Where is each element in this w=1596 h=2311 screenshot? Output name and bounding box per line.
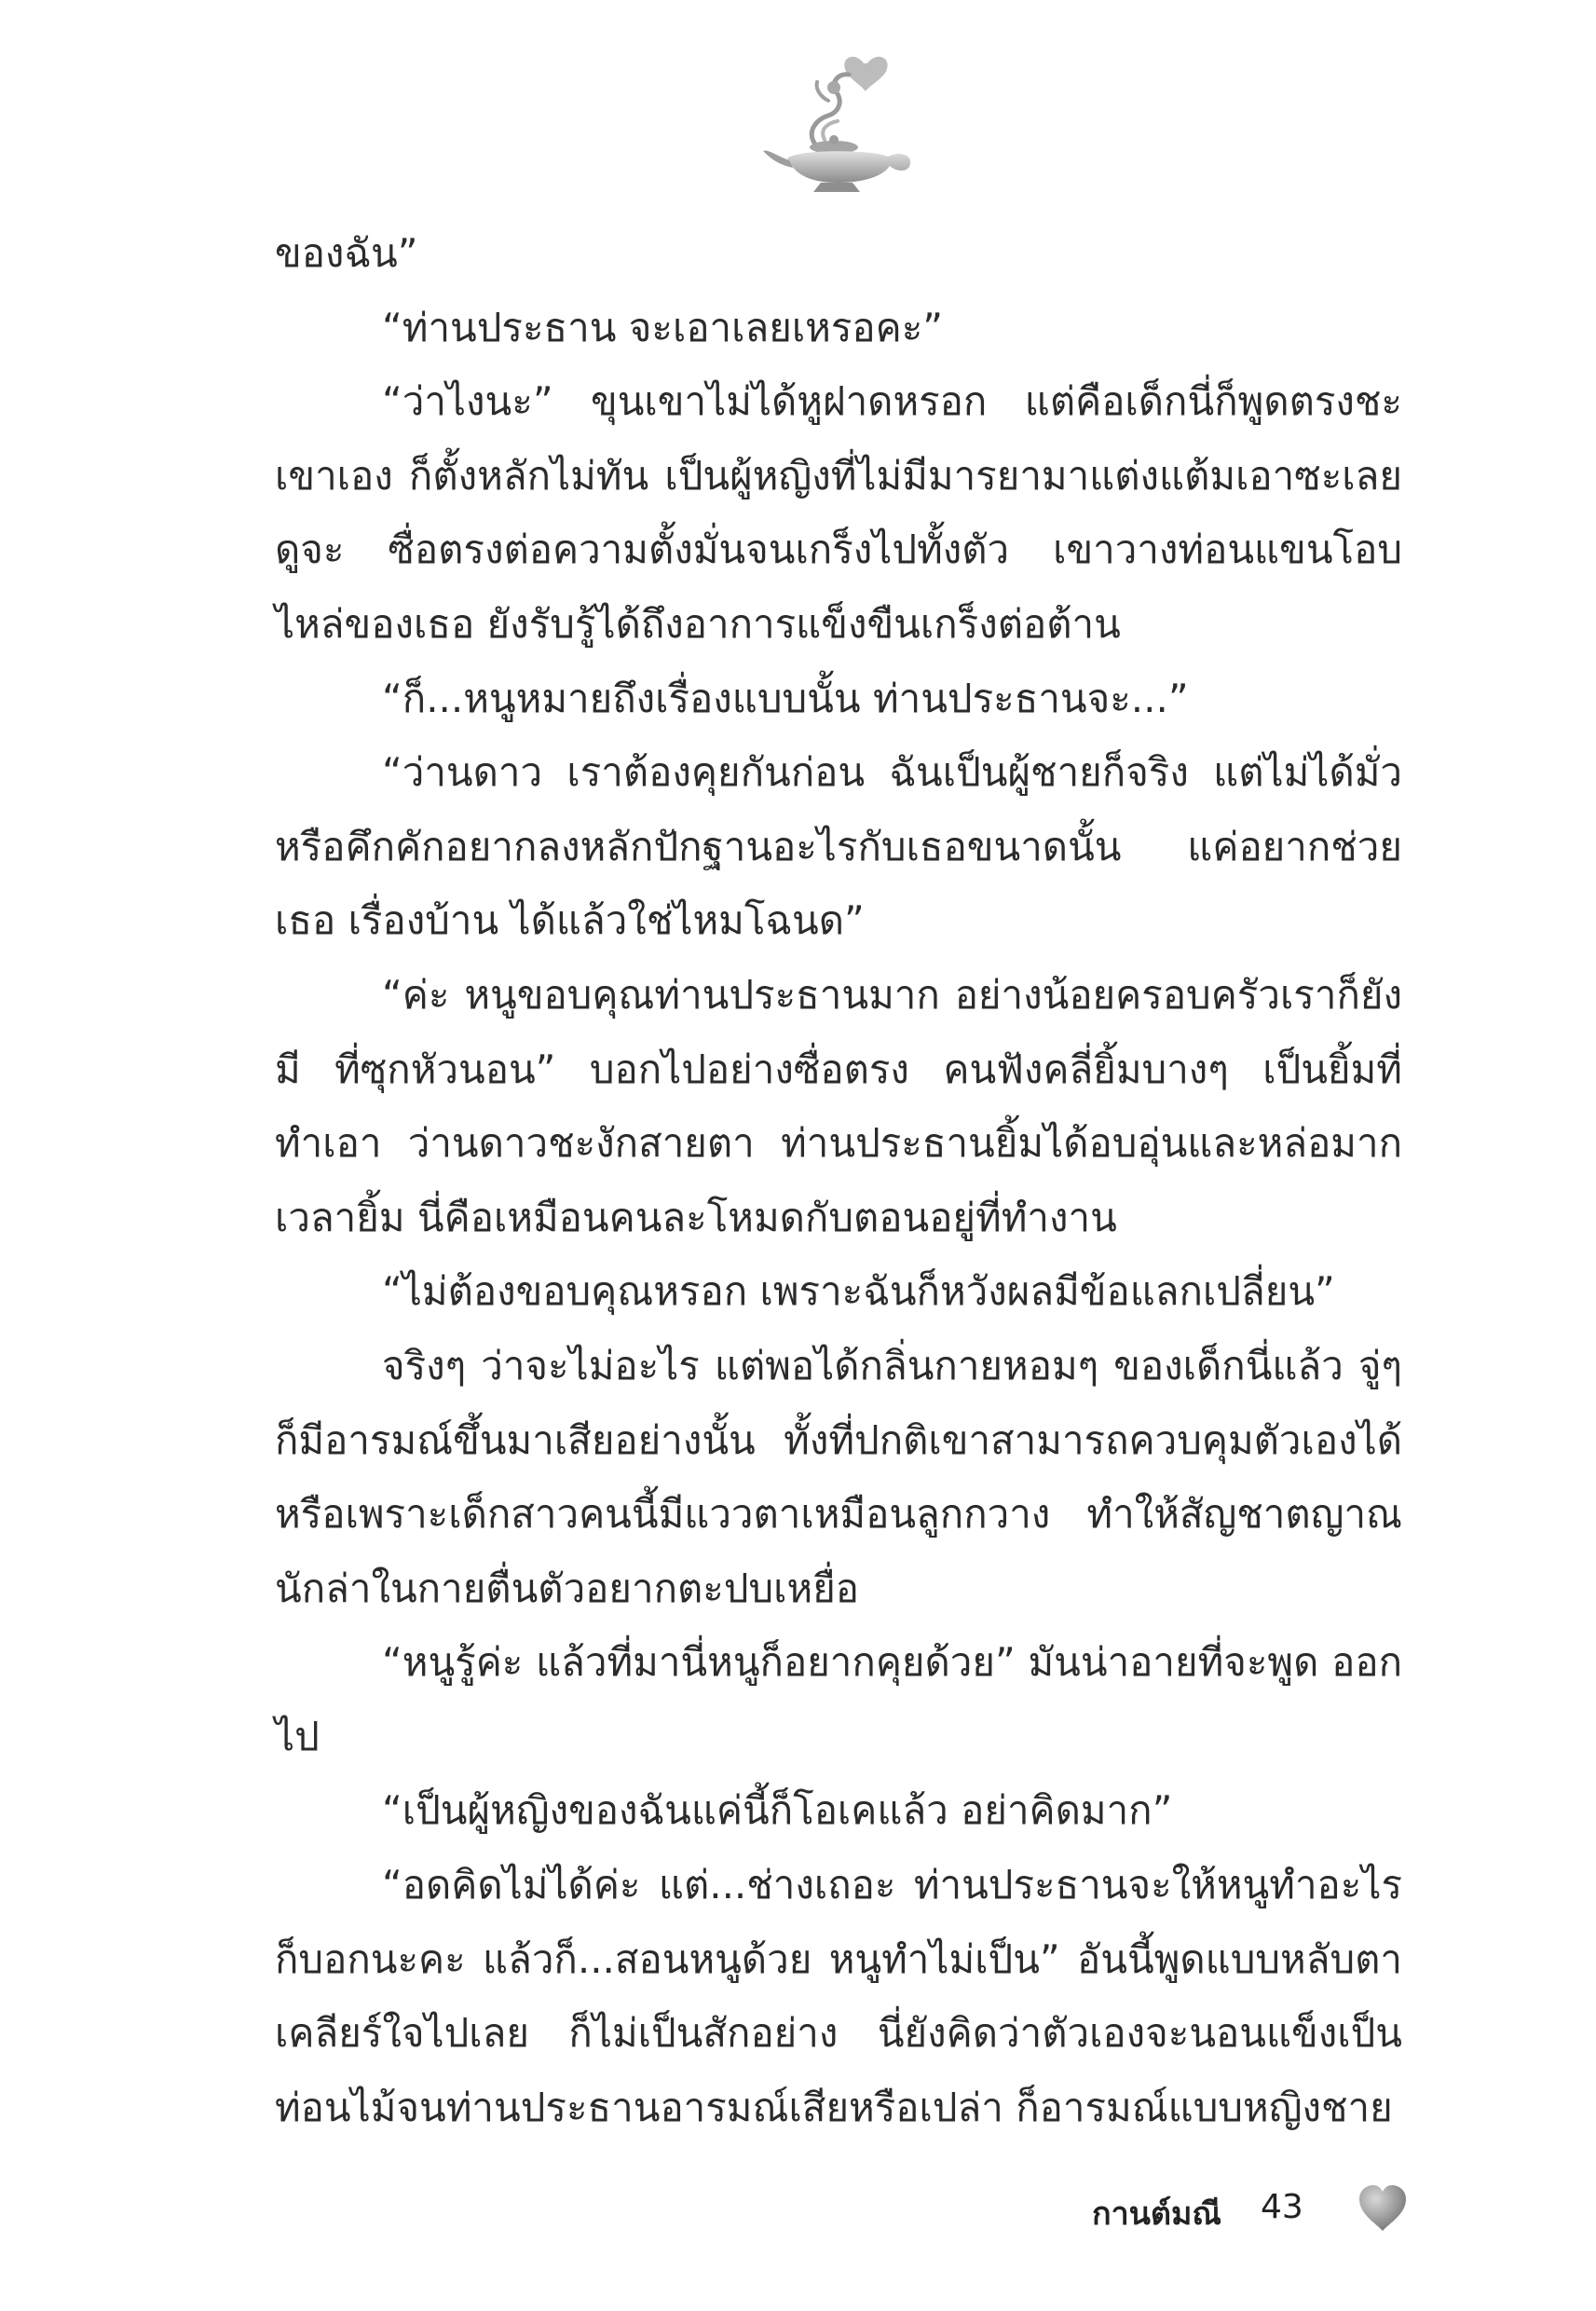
- paragraph: ของฉัน”: [275, 230, 418, 276]
- paragraph: “ว่าไงนะ” ขุนเขาไม่ได้หูฝาดหรอก แต่คือเด็กนี่ก็พูดตรงชะเขาเอง ก็ตั้งหลักไม่ทัน เป็นผู้หญิงที่ไม่มีมารยามาแต่งแต้มเอาซะเลย ดูจะ ซื่อตรงต่อความตั้งมั่นจนเกร็งไปทั้งตัว เขาวางท่อนแขนโอบไหล่ของเธอ ยังรับรู้ได้ถึงอาการแข็งขืนเกร็งต่อต้าน: [275, 378, 1402, 647]
- paragraph: จริงๆ ว่าจะไม่อะไร แต่พอได้กลิ่นกายหอมๆ ของเด็กนี่แล้ว จู่ๆ ก็มีอารมณ์ขึ้นมาเสียอย่างนั้น ทั้งที่ปกติเขาสามารถควบคุมตัวเองได้ หรือเพราะเด็กสาวคนนี้มีแววตาเหมือนลูกกวาง ทำให้สัญชาตญาณ นักล่าในกายตื่นตัวอยากตะปบเหยื่อ: [275, 1342, 1402, 1611]
- book-title: กานต์มณี: [1092, 2195, 1221, 2233]
- paragraph: “หนูรู้ค่ะ แล้วที่มานี่หนูก็อยากคุยด้วย” มันน่าอายที่จะพูด ออกไป: [275, 1639, 1402, 1759]
- paragraph: “ท่านประธาน จะเอาเลยเหรอคะ”: [382, 304, 944, 350]
- paragraph: “ไม่ต้องขอบคุณหรอก เพราะฉันก็หวังผลมีข้อแลกเปลี่ยน”: [382, 1268, 1335, 1315]
- paragraph: “ว่านดาว เราต้องคุยกันก่อน ฉันเป็นผู้ชายก็จริง แต่ไม่ได้มั่ว หรือคึกคักอยากลงหลักปักฐานอะไรกับเธอขนาดนั้น แค่อยากช่วยเธอ เรื่องบ้าน ได้แล้วใช่ไหมโฉนด”: [275, 749, 1402, 944]
- paragraph: “ก็...หนูหมายถึงเรื่องแบบนั้น ท่านประธานจะ...”: [382, 675, 1189, 721]
- page-number: 43: [1261, 2188, 1303, 2226]
- story-body: [275, 216, 1402, 2144]
- page-footer: [0, 2181, 1596, 2255]
- paragraph: “อดคิดไม่ได้ค่ะ แต่...ช่างเถอะ ท่านประธานจะให้หนูทำอะไร ก็บอกนะคะ แล้วก็...สอนหนูด้วย หนูทำไม่เป็น” อันนี้พูดแบบหลับตา เคลียร์ใจไปเลย ก็ไม่เป็นสักอย่าง นี่ยังคิดว่าตัวเองจะนอนแข็งเป็น ท่อนไม้จนท่านประธานอารมณ์เสียหรือเปล่า ก็อารมณ์แบบหญิงชาย: [275, 1862, 1402, 2130]
- paragraph: “ค่ะ หนูขอบคุณท่านประธานมาก อย่างน้อยครอบครัวเราก็ยังมี ที่ซุกหัวนอน” บอกไปอย่างซื่อตรง คนฟังคลี่ยิ้มบางๆ เป็นยิ้มที่ทำเอา ว่านดาวชะงักสายตา ท่านประธานยิ้มได้อบอุ่นและหล่อมาก เวลายิ้ม นี่คือเหมือนคนละโหมดกับตอนอยู่ที่ทำงาน: [275, 971, 1402, 1240]
- paragraph: “เป็นผู้หญิงของฉันแค่นี้ก็โอเคแล้ว อย่าคิดมาก”: [382, 1787, 1173, 1834]
- genie-lamp-ornament-icon: [759, 47, 918, 196]
- heart-icon: [1356, 2182, 1410, 2235]
